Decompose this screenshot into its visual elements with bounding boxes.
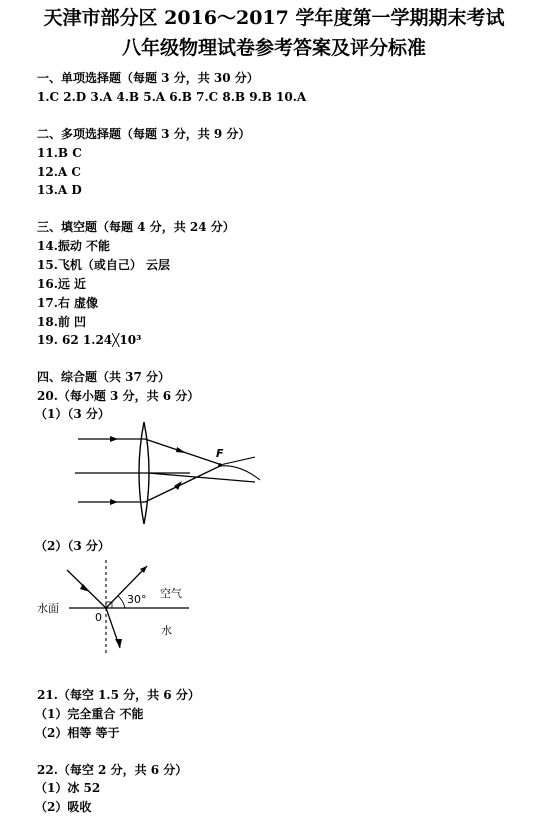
section2-heading: 二、多项选择题（每题 3 分，共 9 分） (37, 127, 251, 141)
refracted-ray (145, 466, 220, 502)
focus-label: F (216, 447, 224, 460)
section2-answer: 11.B C (37, 146, 82, 160)
section3-answer: 15.飞机（或自己） 云层 (37, 258, 171, 272)
q20-part1-label: （1）（3 分） (35, 407, 110, 421)
exam-title: 天津市部分区 2016～2017 学年度第一学期期末考试 (43, 7, 505, 29)
section3-answer: 18.前 凹 (37, 315, 87, 329)
section3-answer: 17.右 虚像 (37, 296, 99, 310)
q22-answer: （2）吸收 (35, 800, 92, 814)
q21-heading: 21.（每空 1.5 分，共 6 分） (37, 688, 200, 702)
angle-label: 30° (127, 593, 147, 606)
center-ray (220, 457, 255, 465)
ray-arrow (176, 447, 186, 453)
emergent-ray (220, 466, 260, 480)
section1-answers: 1.C 2.D 3.A 4.B 5.A 6.B 7.C 8.B 9.B 10.A (37, 90, 307, 104)
q20-heading: 20.（每小题 3 分，共 6 分） (37, 389, 200, 403)
origin-label: 0 (95, 611, 102, 624)
q20-part2-label: （2）（3 分） (35, 539, 110, 553)
ray-arrow (115, 639, 122, 648)
q22-answer: （1）冰 52 (35, 781, 101, 795)
ray-arrow (80, 584, 90, 592)
answer-key-subtitle: 八年级物理试卷参考答案及评分标准 (121, 37, 426, 59)
q21-answer: （1）完全重合 不能 (35, 707, 144, 721)
ray-arrow (110, 436, 118, 442)
section3-heading: 三、填空题（每题 4 分，共 24 分） (37, 220, 235, 234)
section3-answer: 19. 62 1.24╳10³ (37, 333, 142, 347)
section3-answer: 14.振动 不能 (37, 239, 111, 253)
water-label: 水 (161, 624, 172, 637)
angle-arc (118, 596, 125, 608)
air-label: 空气 (160, 587, 182, 600)
section1-heading: 一、单项选择题（每题 3 分，共 30 分） (37, 71, 259, 85)
section2-answer: 13.A D (37, 183, 82, 197)
section4-heading: 四、综合题（共 37 分） (37, 370, 171, 384)
lens-ray-diagram (70, 420, 270, 530)
water-surface-label: 水面 (37, 602, 59, 615)
q21-answer: （2）相等 等于 (35, 726, 120, 740)
section2-answer: 12.A C (37, 165, 81, 179)
q22-heading: 22.（每空 2 分，共 6 分） (37, 763, 188, 777)
ray-arrow (110, 499, 118, 505)
section3-answer: 16.远 近 (37, 277, 87, 291)
refraction-diagram (37, 556, 197, 656)
focus-point (218, 463, 222, 467)
